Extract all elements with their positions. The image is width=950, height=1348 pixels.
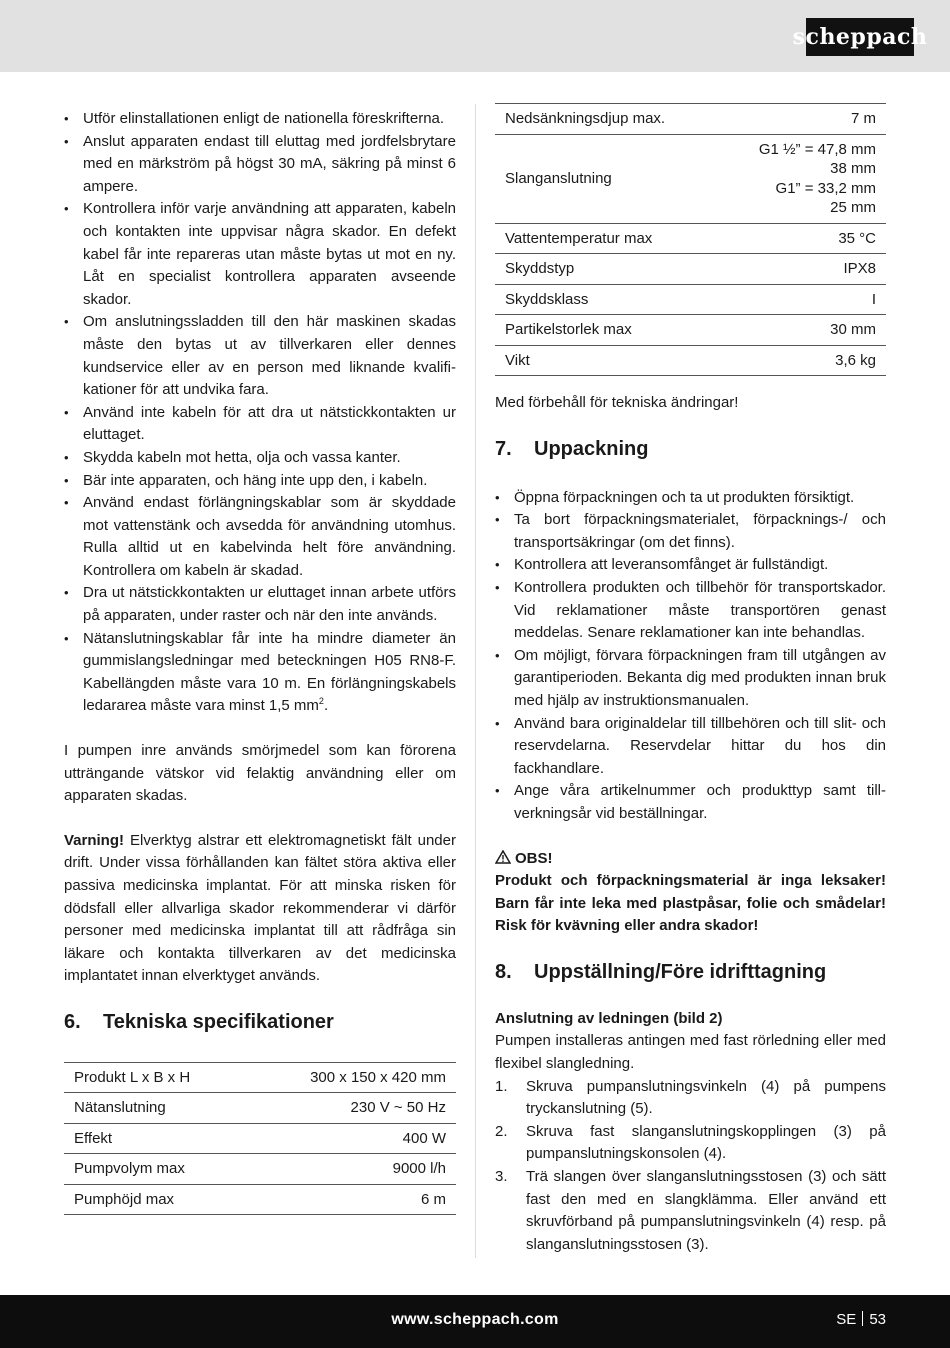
list-item	[495, 1166, 886, 1256]
list-item: • Skydda kabeln mot hetta, olja och vassa kanter.	[64, 447, 456, 470]
list-item: • Om anslutningssladden till den här maskinen skadas måste den bytas ut av tillverkaren eller dennes kundservice eller av en person med liknande kvalifikationer för att undvika fara.	[64, 311, 456, 401]
table-row	[64, 1154, 456, 1185]
separator	[862, 1311, 863, 1326]
spec-value: IPX8	[717, 254, 886, 285]
spec-table-left	[64, 1062, 456, 1216]
column-divider	[475, 104, 476, 1258]
list-item	[64, 628, 456, 718]
spec-value: 7 m	[717, 104, 886, 135]
section-title: Uppställning/Före idrifttagning	[534, 960, 827, 983]
spec-value: 6 m	[247, 1184, 456, 1215]
spec-value: 9000 l/h	[247, 1154, 456, 1185]
list-item: • Kontrollera inför varje användning att apparaten, kabeln och kontakten inte uppvisar några skador. En defekt kabel får inte repareras utan måste bytas ut mot en ny. Låt en specialist kontrollera apparaten avseende skador.	[64, 198, 456, 311]
spec-value: I	[717, 284, 886, 315]
table-row	[64, 1093, 456, 1124]
reservation-note: Med förbehåll för tekniska ändringar!	[495, 394, 739, 411]
list-item: • Använd inte kabeln för att dra ut nätstickkontakten ur eluttaget.	[64, 402, 456, 447]
footer-bar	[0, 1295, 950, 1348]
obs-text: Produkt och förpackningsmaterial är inga leksaker! Barn får inte leka med plastpåsar, folie och smådelar! Risk för kvävning eller andra skador!	[495, 872, 886, 935]
warning-triangle-icon	[495, 850, 511, 864]
step-text: Skruva fast slanganslutningskopplingen (3) på pumpanslutningskonsolen (4).	[526, 1122, 886, 1163]
table-row	[495, 134, 886, 223]
list-item-end: .	[323, 697, 329, 715]
table-row	[495, 345, 886, 376]
list-item: • Dra ut nätstickkontakten ur eluttaget innan arbete utförs på apparaten, under raster och när den inte används.	[64, 582, 456, 627]
table-row	[64, 1062, 456, 1093]
spec-value: 300 x 150 x 420 mm	[247, 1062, 456, 1093]
connection-heading: Anslutning av ledningen (bild 2)	[495, 1009, 723, 1027]
section-7-heading	[495, 435, 886, 463]
step-text: Trä slangen över slanganslutningsstosen (3) och sätt fast den med en slangklämma. Eller använd ett skruvförband på pumpanslutningsvinkeln (4) resp. på slanganslutningsstosen (3).	[526, 1168, 886, 1253]
spec-value: 3,6 kg	[717, 345, 886, 376]
section-8-heading	[495, 958, 886, 986]
table-row	[495, 223, 886, 254]
superscript: 2	[318, 696, 324, 707]
table-row	[495, 284, 886, 315]
language-code: SE	[836, 1311, 857, 1328]
list-item: • Om möjligt, förvara förpackningen fram till utgången av garantiperioden. Bekanta dig med produkten innan bruk med hjälp av instruktionsmanualen.	[495, 645, 886, 713]
left-column	[64, 108, 456, 1215]
step-number: 3.	[495, 1168, 508, 1186]
safety-bullet-list	[64, 108, 456, 718]
list-item: • Bär inte apparaten, och häng inte upp den, i kabeln.	[64, 470, 456, 493]
list-item-text: Nätanslutningskablar får inte ha mindre diameter än gummislangsledningar med beteckningen H05 RN8-F. Kabellängden måste vara 10 m. En förlängningskabels ledararea måste vara minst 1,5 mm	[83, 629, 456, 715]
spec-label: Nedsänkningsdjup max.	[495, 104, 717, 135]
step-number: 2.	[495, 1122, 508, 1140]
table-row	[64, 1184, 456, 1215]
table-row	[495, 104, 886, 135]
list-item: • Utför elinstallationen enligt de nationella föreskrifterna.	[64, 108, 456, 131]
list-item: • Ta bort förpackningsmaterialet, förpacknings-/ och transportsäkringar (om det finns).	[495, 509, 886, 554]
list-item: • Ange våra artikelnummer och produkttyp samt tillverkningsår vid beställningar.	[495, 780, 886, 825]
section-number: 7.	[495, 437, 512, 460]
spec-label: Partikelstorlek max	[495, 315, 717, 346]
list-item	[495, 1121, 886, 1166]
spec-label: Effekt	[64, 1123, 247, 1154]
spec-label: Pumpvolym max	[64, 1154, 247, 1185]
page-indicator	[836, 1309, 886, 1332]
table-row	[64, 1123, 456, 1154]
scheppach-logo: scheppach	[806, 18, 914, 56]
spec-label: Skyddstyp	[495, 254, 717, 285]
spec-label: Vikt	[495, 345, 717, 376]
section-number: 8.	[495, 960, 512, 983]
step-text: Skruva pumpanslutningsvinkeln (4) på pumpens tryckanslutning (5).	[526, 1077, 886, 1118]
table-row	[495, 254, 886, 285]
list-item: • Använd endast förlängningskablar som är skyddade mot vattenstänk och avsedda för användning utomhus. Rulla alltid ut en kabelvinda helt före användning. Kontrollera om kabeln är skadad.	[64, 492, 456, 582]
spec-label: Vattentemperatur max	[495, 223, 717, 254]
list-item	[495, 1076, 886, 1121]
obs-title: OBS!	[515, 849, 553, 867]
section-title: Tekniska specifikationer	[103, 1010, 334, 1033]
section-title: Uppackning	[534, 437, 649, 460]
list-item: • Kontrollera produkten och tillbehör för transportskador. Vid reklamationer måste transportören genast meddelas. Senare reklamationer kan inte behandlas.	[495, 577, 886, 645]
footer-url: www.scheppach.com	[391, 1311, 559, 1328]
spec-label: Produkt L x B x H	[64, 1062, 247, 1093]
spec-label: Nätanslutning	[64, 1093, 247, 1124]
list-item: • Anslut apparaten endast till eluttag med jordfelsbrytare med en märkström på högst 30 mA, säkring på minst 6 ampere.	[64, 131, 456, 199]
steps-list	[495, 1076, 886, 1257]
right-column	[495, 103, 886, 1256]
list-item: • Kontrollera att leveransomfånget är fullständigt.	[495, 554, 886, 577]
connection-intro: Pumpen installeras antingen med fast rörledning eller med flexibel slangledning.	[495, 1032, 886, 1073]
lubricant-paragraph: I pumpen inre används smörjmedel som kan förorena utträngande vätskor vid felaktig användning eller om apparaten skadas.	[64, 742, 456, 805]
spec-value: 400 W	[247, 1123, 456, 1154]
section-number: 6.	[64, 1010, 81, 1033]
unpack-bullet-list	[495, 487, 886, 826]
warning-text: Elverktyg alstrar ett elektromagnetiskt fält under drift. Under vissa förhållanden kan fältet störa aktiva eller passiva medicinska implantat. För att minska risken för dödsfall eller allvarliga skador rekommenderar vi därför personer med medicinska implantat till att rådfråga sin läkare och kontakta tillverkaren av det medicinska implantatet innan elverktyget används.	[64, 831, 456, 985]
spec-label: Slanganslutning	[495, 134, 717, 223]
spec-value: 35 °C	[717, 223, 886, 254]
spec-label: Skyddsklass	[495, 284, 717, 315]
warning-paragraph	[64, 830, 456, 988]
page-number: 53	[869, 1311, 886, 1328]
table-row	[495, 315, 886, 346]
spec-label: Pumphöjd max	[64, 1184, 247, 1215]
spec-value: 230 V ~ 50 Hz	[247, 1093, 456, 1124]
list-item: • Använd bara originaldelar till tillbehören och till slit- och reservdelarna. Reservdelar hittar du hos din fackhandlare.	[495, 713, 886, 781]
spec-value: 30 mm	[717, 315, 886, 346]
warning-label: Varning!	[64, 831, 125, 849]
spec-table-right	[495, 103, 886, 376]
section-6-heading	[64, 1008, 456, 1036]
obs-heading	[495, 848, 886, 871]
list-item: • Öppna förpackningen och ta ut produkten försiktigt.	[495, 487, 886, 510]
header-bar	[0, 0, 950, 72]
spec-value: G1 ½” = 47,8 mm 38 mm G1” = 33,2 mm 25 mm	[717, 134, 886, 223]
step-number: 1.	[495, 1077, 508, 1095]
